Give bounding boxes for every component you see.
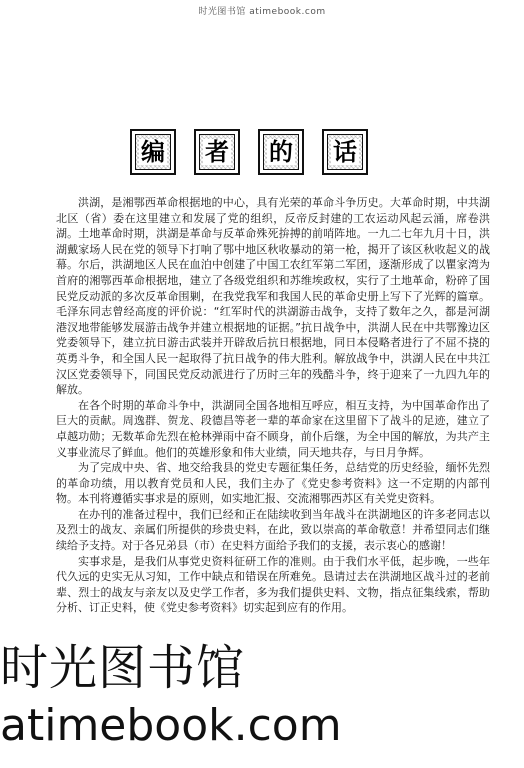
title-char: 的 [269, 137, 293, 166]
editor-note-body [56, 195, 490, 616]
title-box-3 [258, 129, 304, 175]
paragraph: 洪湖，是湘鄂西革命根据地的中心，具有光荣的革命斗争历史。大革命时期，中共湖北区（省）委在这里建立和发展了党的组织，反帝反封建的工农运动风起云涌，席卷洪湖。土地革命时期，洪湖是革命与反革命殊死拚搏的前哨阵地。一九二七年九月十日，洪湖戴家场人民在党的领导下打响了鄂中地区秋收暴动的第一枪，揭开了该区秋收起义的战幕。尔后，洪湖地区人民在血泊中创建了中国工农红军第二军团，逐渐形成了以瞿家湾为首府的湘鄂西革命根据地，建立了各级党组织和苏维埃政权，实行了土地革命，粉碎了国民党反动派的多次反革命围剿，在我党我军和我国人民的革命史册上写下了光辉的篇章。毛泽东同志曾经高度的评价说：“红军时代的洪湖游击战争，支持了数年之久，都是河湖港汊地带能够发展游击战争并建立根据地的证据。”抗日战争中，洪湖人民在中共鄂豫边区党委领导下，建立抗日游击武装并开辟敌后抗日根据地，同日本侵略者进行了不屈不挠的英勇斗争，和全国人民一起取得了抗日战争的伟大胜利。解放战争中，洪湖人民在中共江汉区党委领导下，同国民党反动派进行了历时三年的残酷斗争，终于迎来了一九四九年的解放。 [56, 196, 490, 397]
watermark-large-url: atimebook.com [0, 700, 342, 751]
title-char: 者 [205, 137, 229, 166]
title-box-1 [130, 129, 176, 175]
watermark-large-cn: 时光图书馆 [0, 640, 246, 696]
title-box-4 [322, 129, 368, 175]
paragraph: 实事求是，是我们从事党史资料征研工作的准则。由于我们水平低，起步晚，一些年代久远的史实无从习知，工作中缺点和错误在所难免。恳请过去在洪湖地区战斗过的老前辈、烈士的战友与亲友以及史学工作者，多为我们提供史料、文物，指点征集线索，帮助分析、订正史料，使《党史参考资料》切实起到应有的作用。 [56, 554, 490, 615]
title-char: 话 [333, 137, 357, 166]
title-box-2 [194, 129, 240, 175]
paragraph: 在各个时期的革命斗争中，洪湖同全国各地相互呼应，相互支持，为中国革命作出了巨大的贡献。周逸群、贺龙、段德昌等老一辈的革命家在这里留下了战斗的足迹，建立了卓越功勋；无数革命先烈在枪林弹雨中奋不顾身，前仆后继，为全中国的解放，为共产主义事业流尽了鲜血。他们的英雄形象和伟大业绩，同天地共存，与日月争辉。 [56, 398, 490, 459]
paragraph: 在办刊的准备过程中，我们已经和正在陆续收到当年战斗在洪湖地区的许多老同志以及烈士的战友、亲属们所提供的珍贵史料，在此，致以崇高的革命敬意！并希望同志们继续给予支持。对于各兄弟县（市）在史料方面给予我们的支援，表示衷心的感谢！ [56, 507, 490, 553]
top-watermark: 时光图书馆 atimebook.com [198, 7, 326, 17]
paragraph: 为了完成中央、省、地交给我县的党史专题征集任务，总结党的历史经验，缅怀先烈的革命功绩，用以教育党员和人民，我们主办了《党史参考资料》这一不定期的内部刊物。本刊将遵循实事求是的原则，如实地汇报、交流湘鄂西苏区有关党史资料。 [56, 461, 490, 506]
title-char: 编 [141, 137, 165, 166]
